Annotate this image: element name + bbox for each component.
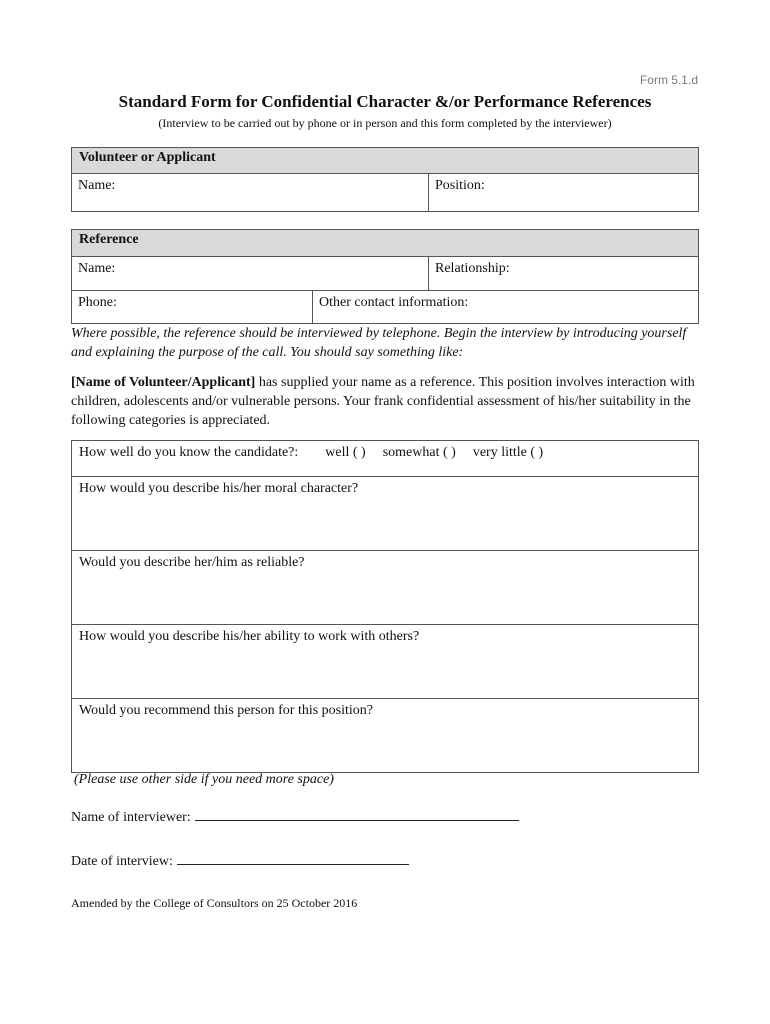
question-recommend[interactable] <box>72 699 698 773</box>
reference-name-label: Name: <box>78 261 116 276</box>
question-moral-character[interactable] <box>72 477 698 551</box>
space-note: (Please use other side if you need more space) <box>74 772 334 787</box>
reference-other-contact-label: Other contact information: <box>319 295 469 310</box>
script-body: has supplied your name as a reference. This position involves interaction with children, adolescents and/or vulnerable persons. Your frank confidential assessment of his/her suitability in the following categories is appreciated. <box>71 375 695 428</box>
page-title: Standard Form for Confidential Character &/or Performance References <box>118 92 652 111</box>
reference-name-field[interactable] <box>72 257 428 290</box>
reference-other-contact-field[interactable] <box>313 291 699 323</box>
reference-section-header: Reference <box>72 230 698 257</box>
volunteer-name-field[interactable] <box>72 174 428 211</box>
questions-table <box>71 440 699 773</box>
interview-instructions: Where possible, the reference should be interviewed by telephone. Begin the interview by introducing yourself and explaining the purpose of the call. You should say something like: <box>71 326 687 360</box>
footer-note: Amended by the College of Consultors on 25 October 2016 <box>71 896 358 910</box>
page-subtitle: (Interview to be carried out by phone or in person and this form completed by the interviewer) <box>158 116 612 130</box>
form-number: Form 5.1.d <box>639 73 698 87</box>
volunteer-section-header: Volunteer or Applicant <box>72 148 698 174</box>
volunteer-name-label: Name: <box>78 178 116 193</box>
interview-date-label: Date of interview: <box>71 854 173 869</box>
reference-section <box>71 229 699 324</box>
question-know-candidate-label: How well do you know the candidate?: <box>79 445 299 460</box>
option-very-little[interactable]: very little ( ) <box>472 445 544 460</box>
interview-date-row <box>71 850 409 870</box>
interview-script <box>71 373 701 430</box>
reference-phone-field[interactable] <box>72 291 312 323</box>
question-reliable-label: Would you describe her/him as reliable? <box>79 555 305 570</box>
question-know-candidate <box>72 441 698 476</box>
interviewer-name-label: Name of interviewer: <box>71 810 191 825</box>
volunteer-position-field[interactable] <box>429 174 699 211</box>
volunteer-position-label: Position: <box>435 178 485 193</box>
volunteer-section <box>71 147 699 212</box>
option-somewhat[interactable]: somewhat ( ) <box>382 445 456 460</box>
question-work-with-others-label: How would you describe his/her ability to work with others? <box>79 629 420 644</box>
reference-relationship-field[interactable] <box>429 257 699 290</box>
reference-relationship-label: Relationship: <box>435 261 510 276</box>
reference-phone-label: Phone: <box>78 295 117 310</box>
option-well[interactable]: well ( ) <box>325 445 366 460</box>
question-recommend-label: Would you recommend this person for this position? <box>79 703 373 718</box>
interviewer-name-row <box>71 806 519 826</box>
interview-date-input[interactable] <box>177 850 409 865</box>
question-work-with-others[interactable] <box>72 625 698 698</box>
question-reliable[interactable] <box>72 551 698 624</box>
script-candidate-placeholder: [Name of Volunteer/Applicant] <box>71 375 256 390</box>
question-moral-character-label: How would you describe his/her moral character? <box>79 481 359 496</box>
interviewer-name-input[interactable] <box>195 806 519 821</box>
